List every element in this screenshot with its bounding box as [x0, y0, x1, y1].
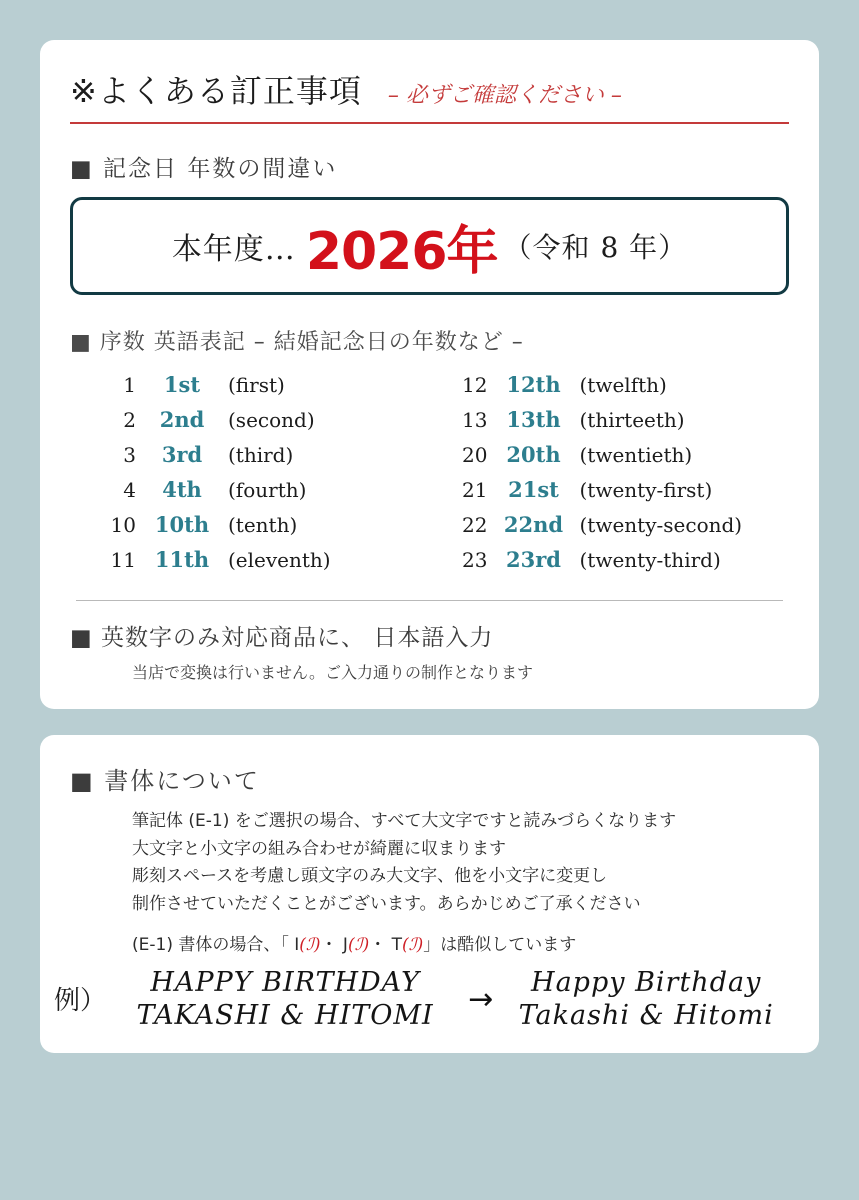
ordinal-word: (twenty-second): [579, 513, 743, 537]
ordinal-number: 4: [123, 478, 136, 502]
table-row: [78, 442, 430, 477]
ordinal-number: 10: [110, 513, 136, 537]
typeface-section-heading: ■ 書体について: [70, 767, 260, 795]
ordinal-word: (fourth): [228, 478, 307, 502]
table-row: [430, 407, 782, 442]
similar-note-mid1: ・ J: [320, 935, 348, 956]
typeface-note-line: 筆記体 (E-1) をご選択の場合、すべて大文字ですと読みづらくなります: [132, 811, 677, 831]
ordinal-short: 11th: [154, 547, 210, 572]
ordinal-number: 21: [462, 478, 488, 502]
ordinal-number: 1: [123, 373, 136, 397]
example-after: [503, 966, 789, 1034]
ordinal-number: 22: [462, 513, 488, 537]
japanese-input-heading: ■ 英数字のみ対応商品に、 日本語入力: [70, 625, 494, 651]
ordinal-number: 20: [462, 443, 488, 467]
typeface-note-line: 彫刻スペースを考慮し頭文字のみ大文字、他を小文字に変更し: [132, 866, 608, 887]
card-title-row: [70, 66, 789, 124]
ordinal-number: 2: [123, 408, 136, 432]
ordinal-number: 12: [462, 373, 488, 397]
ordinal-word: (twentieth): [579, 443, 693, 467]
table-row: [78, 372, 430, 407]
ordinal-short: 20th: [506, 442, 561, 467]
ordinal-number: 23: [462, 548, 488, 572]
example-before: [112, 966, 458, 1034]
ordinal-short: 22nd: [503, 512, 564, 537]
anniversary-section-heading: ■ 記念日 年数の間違い: [70, 156, 338, 182]
typeface-note-list: [132, 808, 789, 960]
ordinal-short: 4th: [162, 477, 202, 502]
section-divider: [76, 600, 783, 601]
similar-note-mid2: ・ T: [369, 935, 402, 956]
table-row: [430, 442, 782, 477]
typeface-card: [40, 735, 819, 1053]
similar-glyph-j: (ℐ): [347, 935, 370, 956]
ordinal-number: 11: [110, 548, 136, 572]
year-lead-text: 本年度…: [171, 232, 296, 267]
example-before-line1: HAPPY BIRTHDAY: [150, 966, 420, 998]
example-after-line2: Takashi & Hitomi: [518, 1000, 774, 1032]
ordinal-word: (third): [228, 443, 294, 467]
ordinals-section-heading: ■ 序数 英語表記 – 結婚記念日の年数など –: [70, 330, 524, 355]
ordinal-short: 10th: [154, 512, 210, 537]
arrow-right-icon: →: [468, 981, 494, 1017]
ordinal-word: (twenty-first): [579, 478, 713, 502]
ordinals-column-right: [430, 372, 782, 582]
ordinal-word: (tenth): [228, 513, 298, 537]
table-row: [430, 547, 782, 582]
page-title: ※よくある訂正事項: [70, 72, 362, 110]
similar-glyph-t: (ℐ): [402, 935, 424, 956]
ordinal-number: 3: [123, 443, 136, 467]
ordinal-word: (first): [228, 373, 285, 397]
similar-note-prefix: (E-1) 書体の場合、「 I: [132, 935, 300, 956]
current-era-value: （令和 8 年）: [503, 231, 688, 264]
table-row: [78, 407, 430, 442]
ordinal-number: 13: [462, 408, 488, 432]
table-row: [78, 512, 430, 547]
similar-note-suffix: 」は酷似しています: [423, 935, 577, 956]
table-row: [430, 372, 782, 407]
ordinal-word: (thirteeth): [579, 408, 685, 432]
ordinal-short: 1st: [163, 372, 201, 397]
example-before-line2: TAKASHI & HITOMI: [136, 1000, 434, 1032]
ordinal-word: (second): [228, 408, 315, 432]
table-row: [78, 477, 430, 512]
example-after-line1: Happy Birthday: [531, 966, 762, 998]
table-row: [430, 477, 782, 512]
table-row: [430, 512, 782, 547]
ordinal-short: 21st: [508, 477, 559, 502]
ordinal-short: 13th: [506, 407, 561, 432]
corrections-card: [40, 40, 819, 709]
ordinals-table: [70, 372, 789, 582]
typeface-example: [54, 966, 789, 1034]
ordinals-column-left: [78, 372, 430, 582]
current-year-value: 2026年: [305, 221, 498, 282]
current-year-box: [70, 197, 789, 295]
ordinal-short: 12th: [506, 372, 561, 397]
typeface-note-line: 制作させていただくことがございます。あらかじめご了承ください: [132, 893, 641, 914]
similar-glyph-note: [132, 932, 789, 960]
page-subtitle: – 必ずご確認ください –: [387, 83, 622, 108]
ordinal-word: (eleventh): [228, 548, 331, 572]
japanese-input-note: 当店で変換は行いません。ご入力通りの制作となります: [132, 663, 533, 682]
ordinal-word: (twenty-third): [579, 548, 721, 572]
ordinal-word: (twelfth): [579, 373, 667, 397]
table-row: [78, 547, 430, 582]
ordinal-short: 3rd: [161, 442, 203, 467]
typeface-note-line: 大文字と小文字の組み合わせが綺麗に収まります: [132, 838, 506, 859]
ordinal-short: 2nd: [159, 407, 205, 432]
example-label: 例）: [54, 985, 107, 1016]
ordinal-short: 23rd: [506, 547, 561, 572]
similar-glyph-i: (ℐ): [299, 935, 321, 956]
